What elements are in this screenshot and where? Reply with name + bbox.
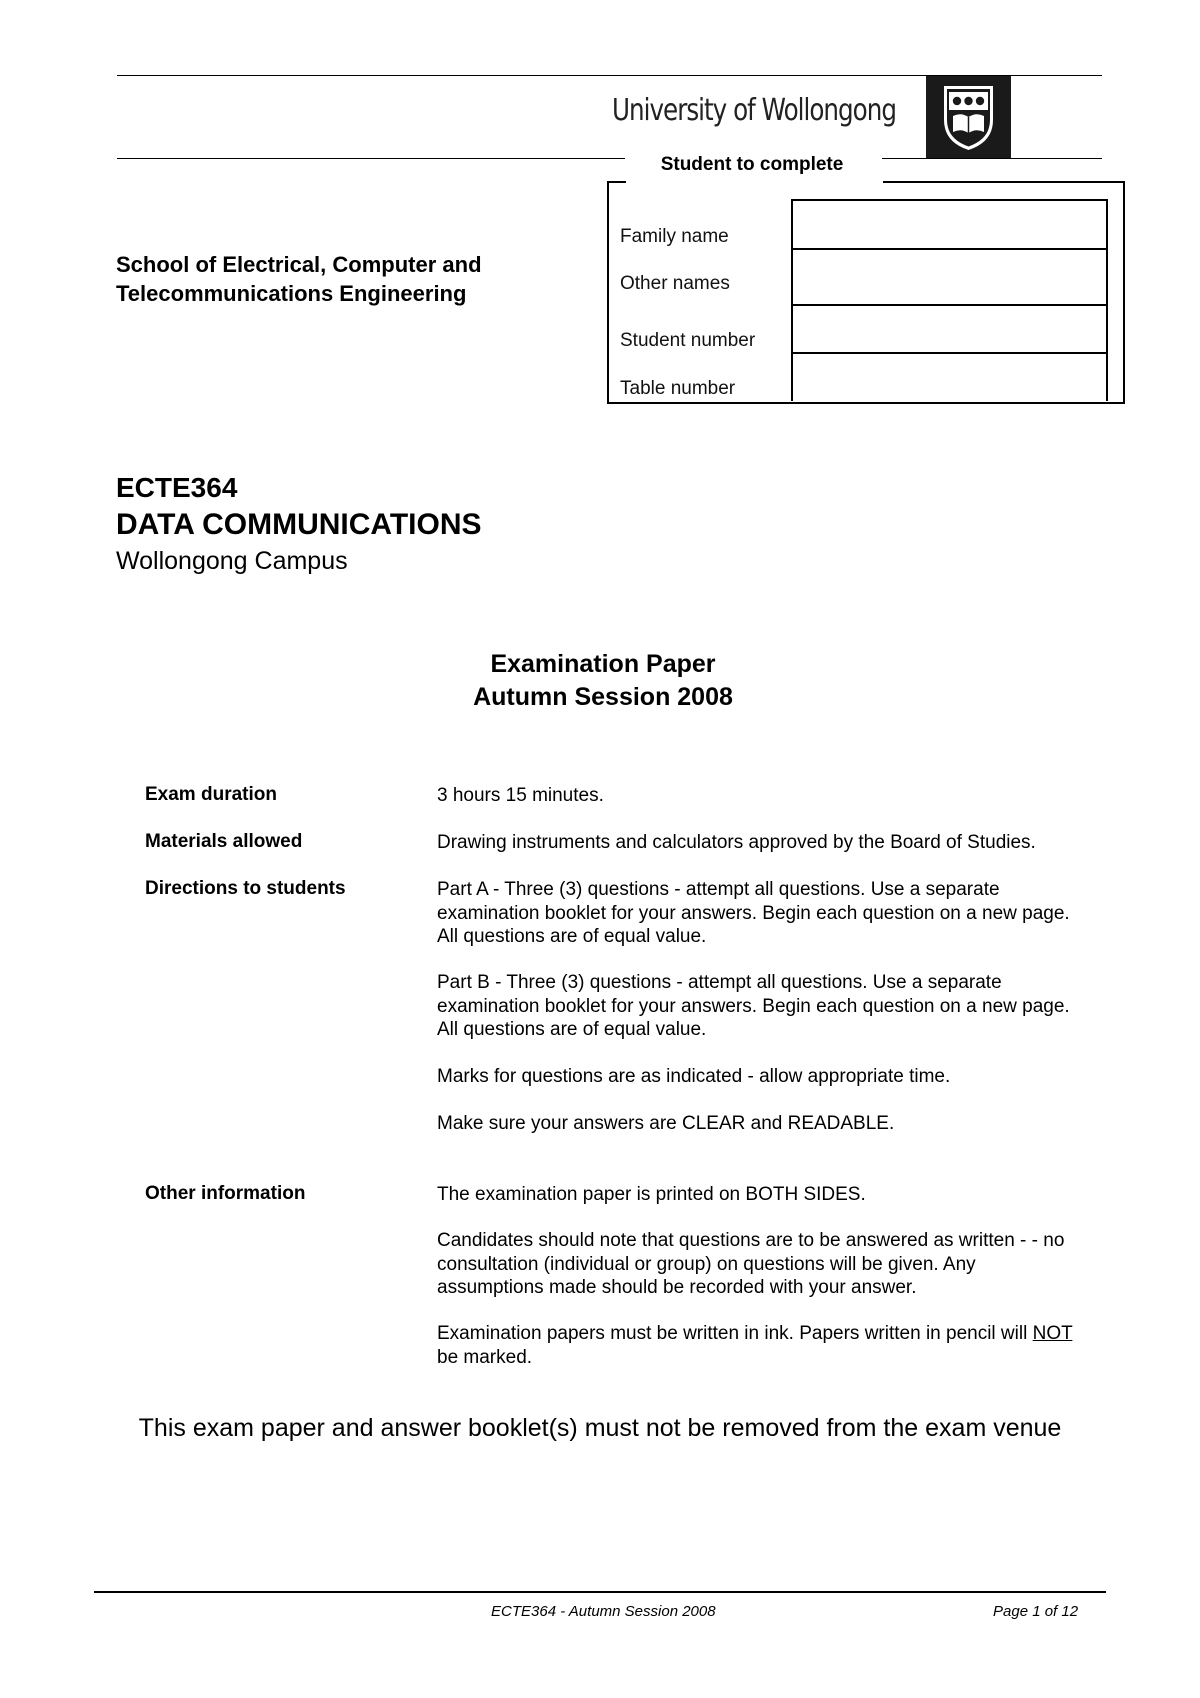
venue-notice: This exam paper and answer booklet(s) must not be removed from the exam venue xyxy=(138,1414,1062,1442)
course-name: DATA COMMUNICATIONS xyxy=(116,508,482,541)
other-names-field[interactable] xyxy=(791,247,1108,306)
duration-value: 3 hours 15 minutes. xyxy=(437,785,604,806)
directions-part-a: Part A - Three (3) questions - attempt all questions. Use a separate examination booklet for your answers. Begin each question on a new page. All questions are of equal value. xyxy=(437,879,1070,947)
family-name-label: Family name xyxy=(620,226,729,247)
exam-session: Autumn Session 2008 xyxy=(473,683,733,711)
student-number-label: Student number xyxy=(620,330,756,351)
duration-label: Exam duration xyxy=(145,784,277,805)
header-rule-middle-right xyxy=(882,158,1102,159)
table-number-field[interactable] xyxy=(791,352,1108,401)
course-code: ECTE364 xyxy=(116,472,238,503)
ink-text-not: NOT xyxy=(1032,1323,1073,1344)
other-info-consultation: Candidates should note that questions are to be answered as written - - no consultation (individual or group) on questions will be given. Any assumptions made should be recorded with your answer. xyxy=(437,1230,1065,1298)
footer-page-number: Page 1 of 12 xyxy=(993,1603,1079,1620)
other-names-label: Other names xyxy=(620,273,730,294)
directions-part-b: Part B - Three (3) questions - attempt all questions. Use a separate examination booklet for your answers. Begin each question on a new page. All questions are of equal value. xyxy=(437,972,1070,1040)
other-info-label: Other information xyxy=(145,1183,306,1204)
directions-readable: Make sure your answers are CLEAR and READABLE. xyxy=(437,1113,895,1134)
university-name: University of Wollongong xyxy=(612,93,896,128)
directions-marks: Marks for questions are as indicated - allow appropriate time. xyxy=(437,1066,951,1087)
footer-rule xyxy=(94,1591,1106,1593)
table-number-label: Table number xyxy=(620,378,736,399)
materials-label: Materials allowed xyxy=(145,831,303,852)
ink-text-before: Examination papers must be written in ink. Papers written in pencil will xyxy=(437,1323,1033,1344)
other-info-ink xyxy=(437,1322,1087,1369)
school-name-line-1: School of Electrical, Computer and xyxy=(116,252,482,277)
school-name-line-2: Telecommunications Engineering xyxy=(116,281,467,306)
ink-text-after: be marked. xyxy=(437,1346,533,1368)
header-rule-middle-left xyxy=(117,158,625,159)
directions-label: Directions to students xyxy=(145,878,346,899)
university-crest-icon xyxy=(926,76,1011,158)
other-info-both-sides: The examination paper is printed on BOTH SIDES. xyxy=(437,1184,866,1205)
school-name xyxy=(116,250,482,308)
family-name-field[interactable] xyxy=(791,199,1108,250)
campus-name: Wollongong Campus xyxy=(116,547,348,575)
student-number-field[interactable] xyxy=(791,304,1108,354)
footer-course-session: ECTE364 - Autumn Session 2008 xyxy=(491,1603,716,1620)
student-form-title: Student to complete xyxy=(660,154,844,175)
materials-value: Drawing instruments and calculators approved by the Board of Studies. xyxy=(437,832,1036,853)
exam-title: Examination Paper xyxy=(490,650,716,678)
